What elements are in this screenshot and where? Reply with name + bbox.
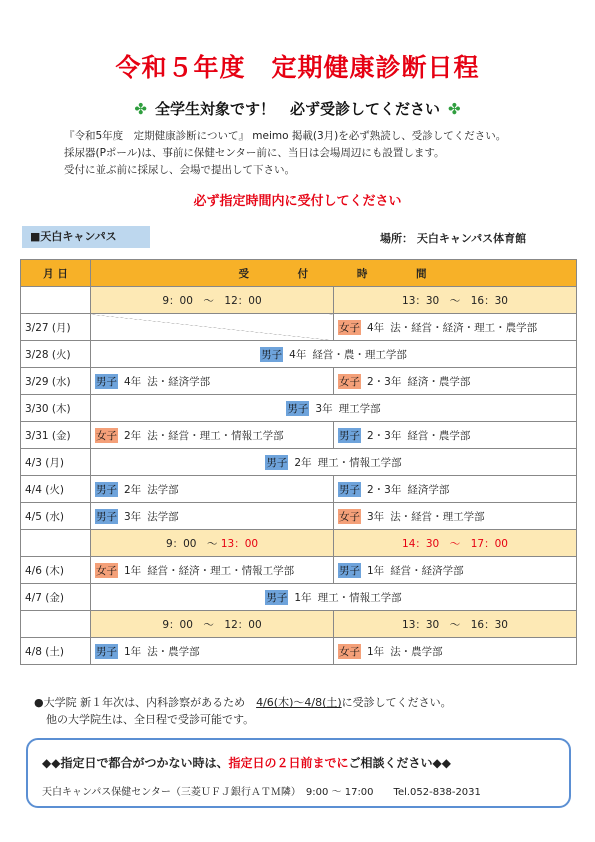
intro-line: 『令和5年度 定期健康診断について』 meimo 掲載(3月)を必ず熟読し、受診してください。 bbox=[64, 130, 507, 142]
header-reception-time bbox=[91, 260, 577, 287]
date-cell: 4/8 (土) bbox=[21, 638, 91, 665]
time-row-blank bbox=[21, 287, 91, 314]
campus-label: ■天白キャンパス bbox=[22, 226, 150, 248]
subtitle bbox=[0, 98, 595, 119]
grade: 1年 bbox=[367, 645, 385, 658]
gender-badge: 男子 bbox=[96, 510, 117, 523]
session-cell bbox=[91, 503, 334, 530]
contact-text: ご相談ください◆◆ bbox=[348, 756, 451, 770]
date-cell: 4/6 (木) bbox=[21, 557, 91, 584]
grade: 2年 bbox=[294, 456, 312, 469]
grade: 4年 bbox=[289, 348, 307, 361]
faculty: 法・農学部 bbox=[147, 645, 200, 658]
date-cell: 4/4 (火) bbox=[21, 476, 91, 503]
session-cell bbox=[91, 557, 334, 584]
header-date: 月 日 bbox=[21, 260, 91, 287]
page-title: 令和５年度 定期健康診断日程 bbox=[115, 53, 480, 82]
session-cell bbox=[334, 476, 577, 503]
date-cell: 3/30 (木) bbox=[21, 395, 91, 422]
header-char: 付 bbox=[297, 267, 311, 280]
time-am-end: 13：00 bbox=[220, 537, 259, 550]
header-char: 受 bbox=[238, 267, 251, 280]
date-cell: 3/28 (火) bbox=[21, 341, 91, 368]
session-cell bbox=[91, 476, 334, 503]
graduate-note bbox=[34, 694, 574, 728]
time-am: 9：00 ～ 12：00 bbox=[91, 287, 334, 314]
graduate-note-line: 他の大学院生は、全日程で受診可能です。 bbox=[46, 713, 255, 726]
session-cell bbox=[91, 341, 577, 368]
gender-badge: 男子 bbox=[96, 483, 117, 496]
note-text: に受診してください。 bbox=[341, 696, 452, 709]
gender-badge: 男子 bbox=[339, 564, 360, 577]
grade: 1年 bbox=[124, 564, 142, 577]
gender-badge: 男子 bbox=[287, 402, 309, 415]
gender-badge: 女子 bbox=[339, 645, 360, 658]
header-char: 間 bbox=[415, 267, 429, 280]
grade: 3年 bbox=[315, 402, 333, 415]
table-header-row bbox=[21, 260, 577, 287]
date-cell: 3/27 (月) bbox=[21, 314, 91, 341]
time-row bbox=[21, 287, 577, 314]
note-text: ●大学院 新１年次は、内科診察があるため bbox=[34, 696, 246, 709]
no-session-cell bbox=[91, 314, 334, 341]
faculty: 法学部 bbox=[147, 483, 179, 496]
faculty: 法・経済学部 bbox=[147, 375, 211, 388]
date-cell: 3/29 (水) bbox=[21, 368, 91, 395]
grade: 2・3年 bbox=[367, 483, 402, 496]
faculty: 法・経営・経済・理工・農学部 bbox=[390, 321, 538, 334]
grade: 2・3年 bbox=[367, 375, 402, 388]
faculty: 経済学部 bbox=[407, 483, 450, 496]
date-cell: 4/3 (月) bbox=[21, 449, 91, 476]
gender-badge: 男子 bbox=[339, 429, 360, 442]
date-cell: 3/31 (金) bbox=[21, 422, 91, 449]
grade: 1年 bbox=[124, 645, 142, 658]
grade: 2年 bbox=[124, 483, 142, 496]
time-am bbox=[91, 530, 334, 557]
table-row bbox=[21, 584, 577, 611]
session-cell bbox=[334, 557, 577, 584]
graduate-note-line bbox=[34, 694, 574, 711]
grade: 4年 bbox=[124, 375, 142, 388]
session-cell bbox=[91, 368, 334, 395]
clover-icon: ✤ bbox=[134, 100, 147, 118]
grade: 2・3年 bbox=[367, 429, 402, 442]
clover-icon: ✤ bbox=[448, 100, 461, 118]
session-cell bbox=[91, 638, 334, 665]
contact-text: ◆◆指定日で都合がつかない時は、 bbox=[42, 756, 229, 770]
grade: 1年 bbox=[294, 591, 312, 604]
header-char: 時 bbox=[356, 267, 370, 280]
gender-badge: 女子 bbox=[339, 375, 360, 388]
session-cell bbox=[334, 422, 577, 449]
table-row bbox=[21, 638, 577, 665]
table-row bbox=[21, 449, 577, 476]
time-pm: 14：30 ～ 17：00 bbox=[334, 530, 577, 557]
time-pm: 13：30 ～ 16：30 bbox=[334, 611, 577, 638]
intro-line: 採尿器(Pポール)は、事前に保健センター前に、当日は会場周辺にも設置します。 bbox=[64, 147, 445, 159]
faculty: 理工・情報工学部 bbox=[317, 591, 402, 604]
session-cell bbox=[334, 368, 577, 395]
time-row-blank bbox=[21, 530, 91, 557]
gender-badge: 女子 bbox=[96, 429, 117, 442]
table-row bbox=[21, 341, 577, 368]
time-am: 9：00 ～ 12：00 bbox=[91, 611, 334, 638]
faculty: 経済・農学部 bbox=[407, 375, 471, 388]
place-name: 天白キャンパス体育館 bbox=[416, 232, 527, 245]
time-row-blank bbox=[21, 611, 91, 638]
gender-badge: 男子 bbox=[96, 645, 117, 658]
faculty: 法学部 bbox=[147, 510, 179, 523]
grade: 4年 bbox=[367, 321, 385, 334]
session-cell bbox=[334, 503, 577, 530]
contact-lead bbox=[42, 754, 451, 771]
faculty: 法・経営・理工・情報工学部 bbox=[147, 429, 284, 442]
grade: 3年 bbox=[124, 510, 142, 523]
table-row bbox=[21, 503, 577, 530]
session-cell bbox=[334, 638, 577, 665]
notice: 必ず指定時間内に受付してください bbox=[193, 194, 402, 209]
session-cell bbox=[91, 584, 577, 611]
intro-text bbox=[64, 128, 574, 179]
table-row bbox=[21, 422, 577, 449]
schedule-table bbox=[20, 259, 577, 665]
gender-badge: 女子 bbox=[96, 564, 117, 577]
place bbox=[380, 230, 526, 246]
table-row bbox=[21, 557, 577, 584]
gender-badge: 男子 bbox=[266, 456, 288, 469]
faculty: 経営・経済・理工・情報工学部 bbox=[147, 564, 295, 577]
gender-badge: 男子 bbox=[261, 348, 283, 361]
gender-badge: 男子 bbox=[266, 591, 288, 604]
table-row bbox=[21, 368, 577, 395]
session-cell bbox=[91, 449, 577, 476]
intro-line: 受付に並ぶ前に採尿し、会場で提出して下さい。 bbox=[64, 164, 295, 176]
session-cell bbox=[334, 314, 577, 341]
faculty: 理工・情報工学部 bbox=[317, 456, 402, 469]
session-cell bbox=[91, 422, 334, 449]
date-cell: 4/5 (水) bbox=[21, 503, 91, 530]
session-cell bbox=[91, 395, 577, 422]
table-row bbox=[21, 476, 577, 503]
gender-badge: 女子 bbox=[339, 510, 360, 523]
faculty: 経営・経済学部 bbox=[390, 564, 464, 577]
time-am-start: 9：00 ～ bbox=[165, 537, 218, 550]
gender-badge: 男子 bbox=[96, 375, 117, 388]
grade: 1年 bbox=[367, 564, 385, 577]
faculty: 理工学部 bbox=[338, 402, 381, 415]
time-row bbox=[21, 530, 577, 557]
gender-badge: 男子 bbox=[339, 483, 360, 496]
contact-emphasis: 指定日の２日前までに bbox=[228, 756, 349, 770]
place-label: 場所： bbox=[380, 232, 413, 245]
faculty: 経営・農学部 bbox=[407, 429, 471, 442]
table-row bbox=[21, 314, 577, 341]
contact-info: 天白キャンパス保健センター（三菱ＵＦＪ銀行ＡＴＭ隣） 9:00 ～ 17:00 Tel.052-838-2031 bbox=[42, 787, 481, 798]
contact-box bbox=[26, 738, 571, 808]
date-cell: 4/7 (金) bbox=[21, 584, 91, 611]
faculty: 経営・農・理工学部 bbox=[312, 348, 407, 361]
gender-badge: 女子 bbox=[339, 321, 360, 334]
grade: 3年 bbox=[367, 510, 385, 523]
time-row bbox=[21, 611, 577, 638]
subtitle-text: 全学生対象です！ 必ず受診してください bbox=[154, 100, 440, 118]
grade: 2年 bbox=[124, 429, 142, 442]
faculty: 法・経営・理工学部 bbox=[390, 510, 485, 523]
faculty: 法・農学部 bbox=[390, 645, 443, 658]
time-pm: 13：30 ～ 16：30 bbox=[334, 287, 577, 314]
note-dates: 4/6(木)～4/8(土) bbox=[256, 696, 342, 709]
table-row bbox=[21, 395, 577, 422]
